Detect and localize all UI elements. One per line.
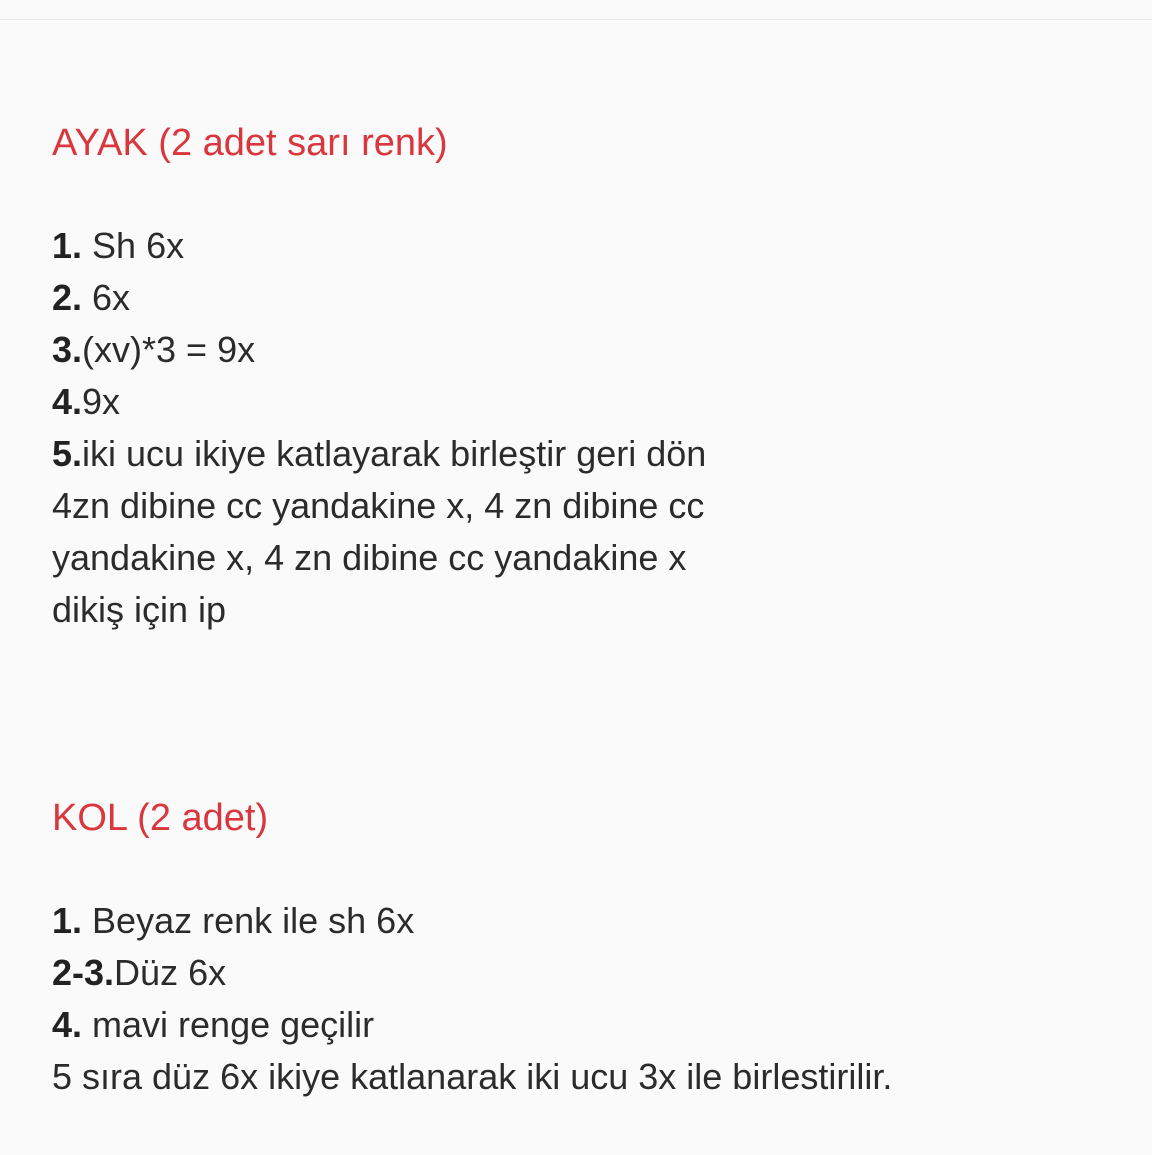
kol-step-4: [52, 1003, 374, 1047]
ayak-step-4: [52, 380, 120, 424]
ayak-step-5: [52, 432, 706, 476]
ayak-step-5-cont-2: yandakine x, 4 zn dibine cc yandakine x: [52, 537, 687, 578]
step-number: 5.: [52, 433, 83, 474]
ayak-step-5-cont-1: 4zn dibine cc yandakine x, 4 zn dibine cc: [52, 485, 705, 526]
step-text: mavi renge geçilir: [82, 1004, 375, 1045]
step-text: (xv)*3 = 9x: [82, 329, 256, 370]
step-number: 4.: [52, 1004, 83, 1045]
step-number: 4.: [52, 381, 83, 422]
ayak-step-3: [52, 328, 255, 372]
section-title-kol: KOL (2 adet): [52, 797, 269, 839]
step-number: 1.: [52, 900, 83, 941]
step-text: iki ucu ikiye katlayarak birleştir geri dön: [82, 433, 707, 474]
step-number: 2-3.: [52, 952, 115, 993]
step-number: 1.: [52, 225, 83, 266]
ayak-step-1: [52, 224, 184, 268]
ayak-step-2: [52, 276, 130, 320]
step-text: 9x: [82, 381, 121, 422]
ayak-step-5-cont-3: dikiş için ip: [52, 589, 227, 630]
step-number: 2.: [52, 277, 83, 318]
top-divider: [0, 19, 1152, 20]
step-text: Beyaz renk ile sh 6x: [82, 900, 415, 941]
section-title-ayak: AYAK (2 adet sarı renk): [52, 122, 448, 164]
step-text: Düz 6x: [114, 952, 227, 993]
kol-step-1: [52, 899, 414, 943]
step-text: Sh 6x: [82, 225, 185, 266]
kol-step-2-3: [52, 951, 226, 995]
step-text: 6x: [82, 277, 131, 318]
kol-step-5: 5 sıra düz 6x ikiye katlanarak iki ucu 3x ile birlestirilir.: [52, 1056, 893, 1097]
step-number: 3.: [52, 329, 83, 370]
